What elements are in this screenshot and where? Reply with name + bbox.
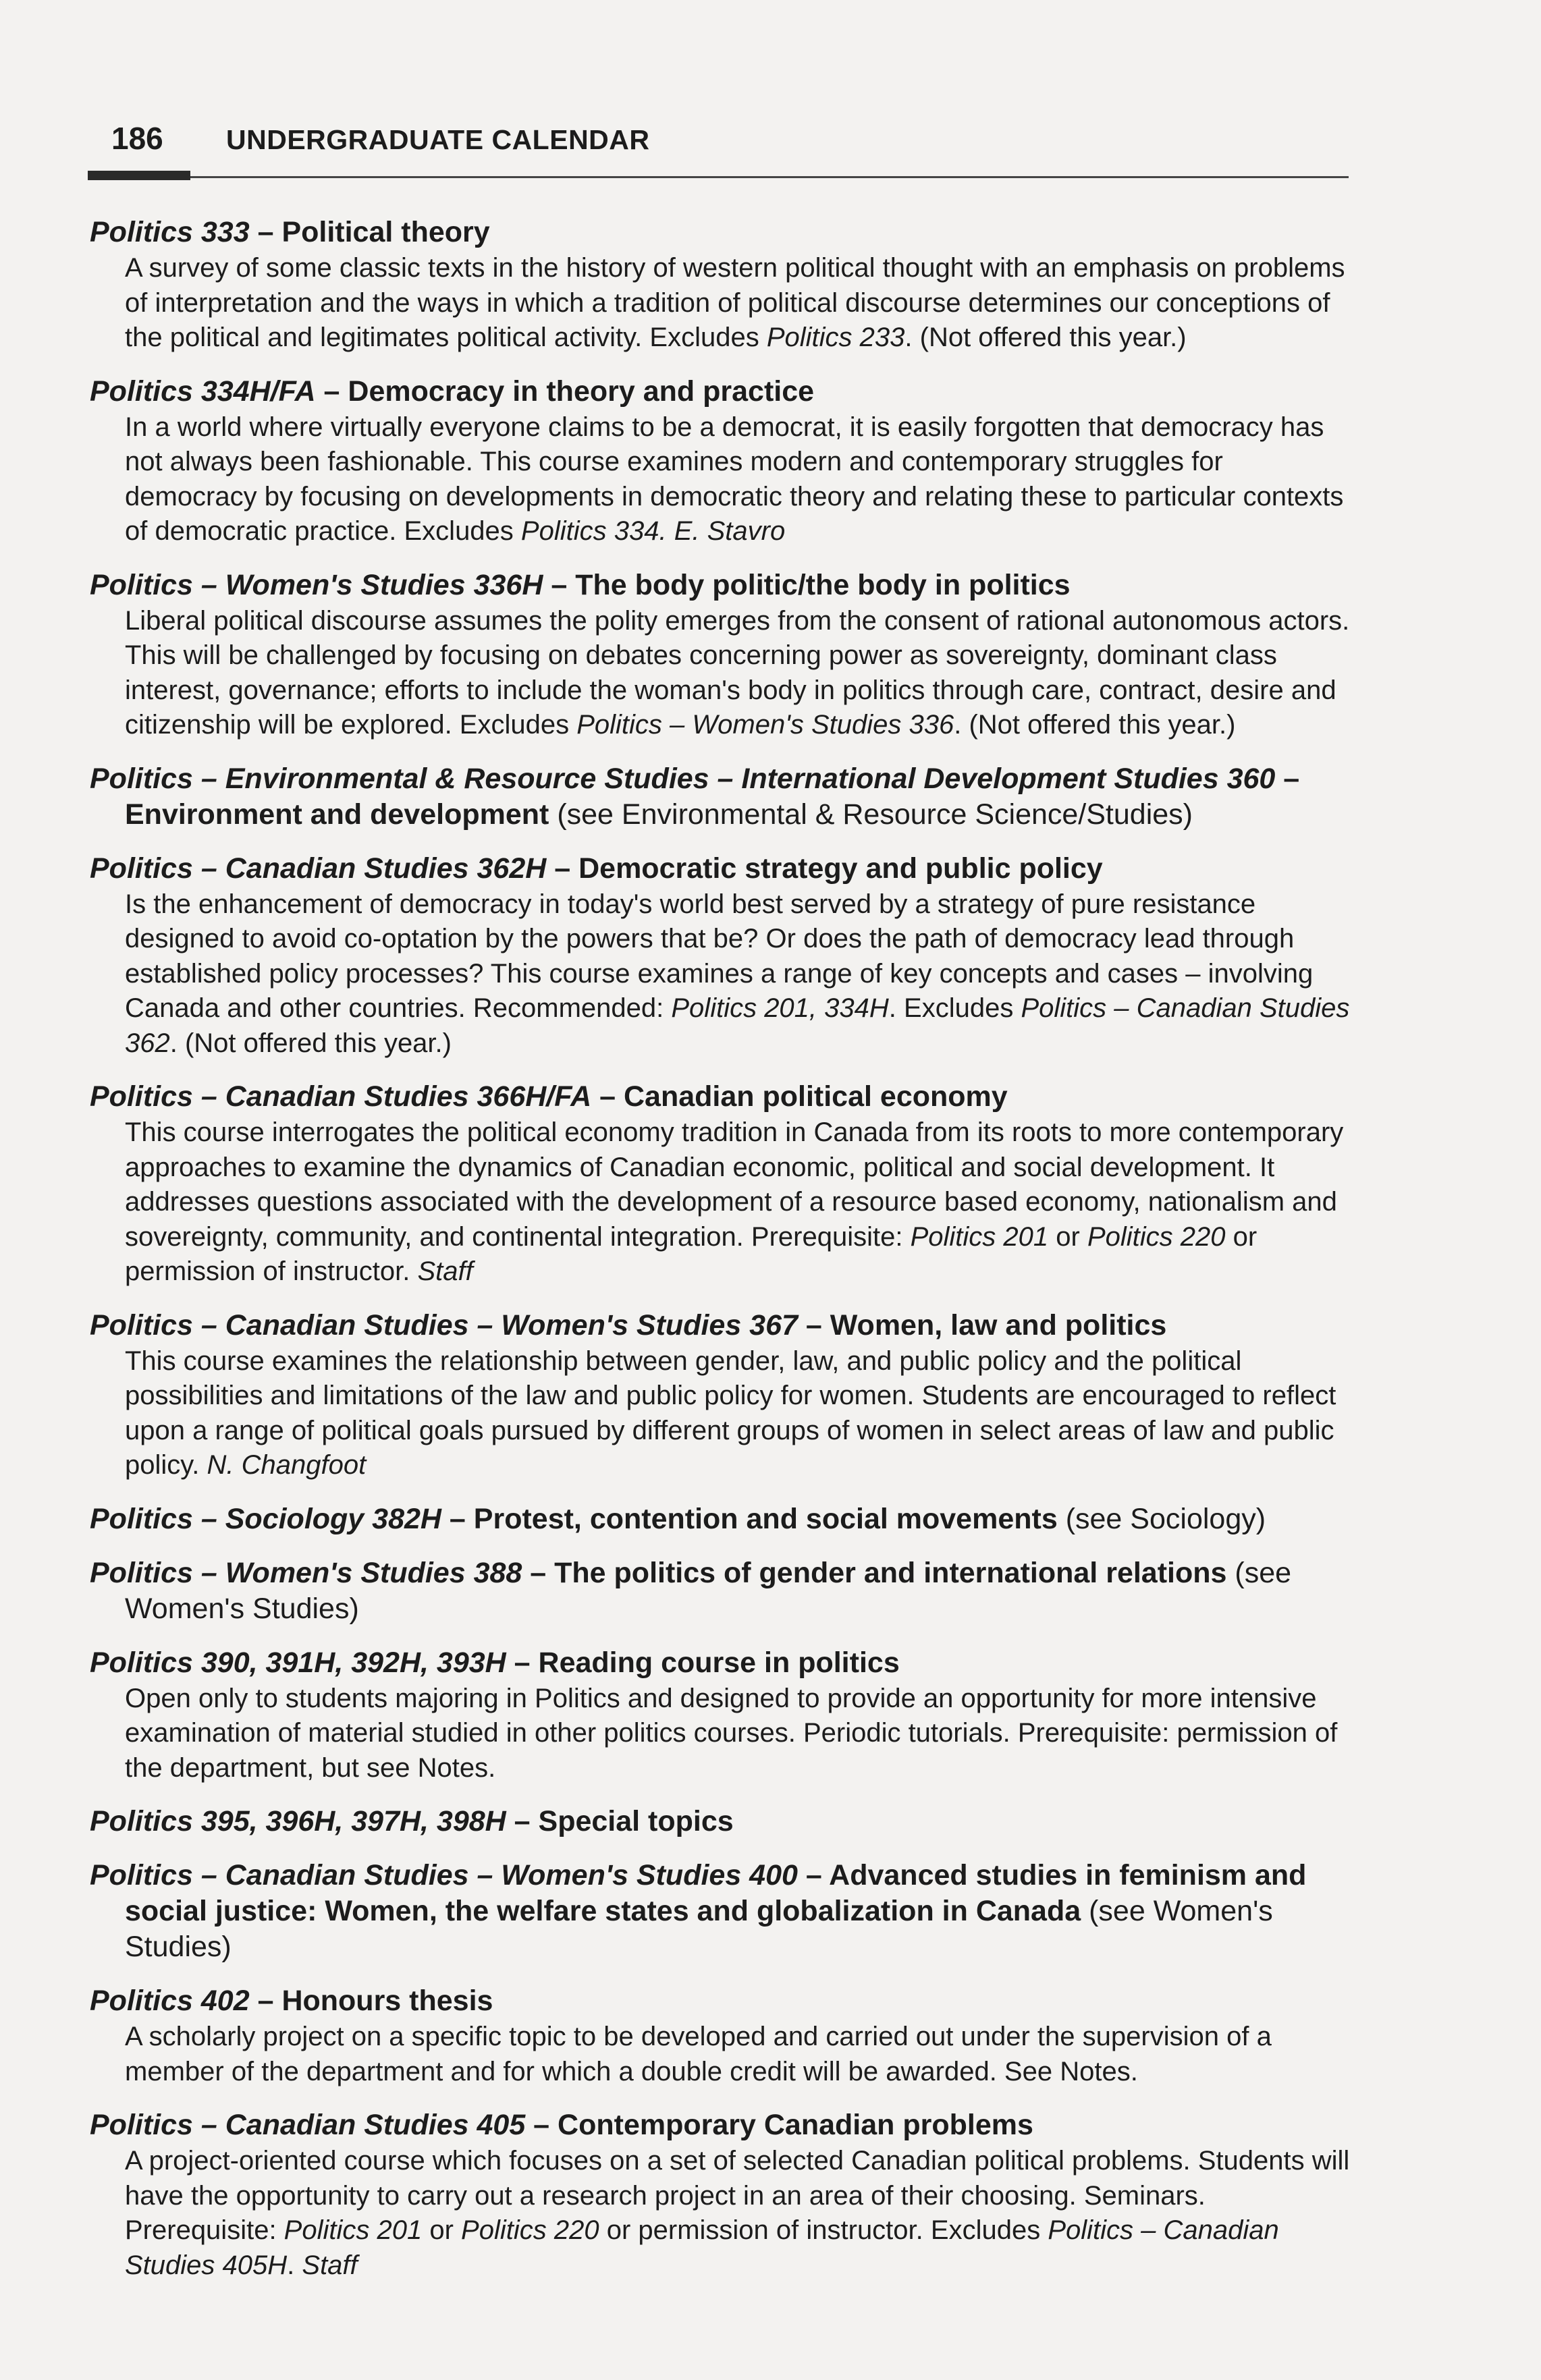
course-entry <box>90 374 1359 549</box>
description-text: . <box>287 2250 302 2280</box>
course-reference: Politics 220 <box>461 2215 599 2245</box>
course-reference: Politics 220 <box>1087 1221 1226 1252</box>
description-text: or permission of instructor. <box>125 1221 1258 1286</box>
course-heading: Politics 333 – Political theory <box>90 216 490 248</box>
course-entry <box>90 851 1359 1061</box>
course-code: Politics – Canadian Studies 405 <box>90 2109 526 2141</box>
course-code: Politics 402 <box>90 1985 250 2017</box>
description-text: A survey of some classic texts in the history of western political thought with an emphasis on problems of interpretation and the ways in which a tradition of political discourse determines our conceptions of the political and legitimates political activity. Excludes <box>125 253 1345 352</box>
course-description <box>90 604 1359 743</box>
course-reference: Politics 201 <box>910 1221 1049 1252</box>
course-heading: Politics – Canadian Studies 405 – Contemporary Canadian problems <box>90 2109 1033 2141</box>
course-entry <box>90 568 1359 743</box>
description-text: A scholarly project on a specific topic to be developed and carried out under the supervision of a member of the department and for which a double credit will be awarded. See Notes. <box>125 2022 1272 2086</box>
course-reference: Politics 334. E. Stavro <box>520 516 786 546</box>
course-entry <box>90 1079 1359 1290</box>
course-entry <box>90 1501 1359 1537</box>
page-header <box>111 120 650 157</box>
course-heading: Politics – Women's Studies 388 – The politics of gender and international relations (see Women's Studies) <box>90 1556 1292 1625</box>
course-entry <box>90 1983 1359 2089</box>
cross-reference-note: (see Environmental & Resource Science/Studies) <box>549 798 1193 831</box>
course-heading: Politics 334H/FA – Democracy in theory and practice <box>90 375 815 408</box>
description-text: A project-oriented course which focuses on a set of selected Canadian political problems. Students will have the opportunity to carry out a research project in an area of their choosing. Seminars. Prerequisite: <box>125 2146 1350 2245</box>
cross-reference-note: (see Sociology) <box>1057 1502 1266 1535</box>
course-description <box>90 887 1359 1061</box>
course-reference: Staff <box>417 1256 473 1286</box>
course-code: Politics – Canadian Studies – Women's Studies 367 <box>90 1308 798 1341</box>
course-title: Special topics <box>538 1805 734 1837</box>
course-title: Reading course in politics <box>538 1646 900 1679</box>
course-code: Politics – Environmental & Resource Studies – International Development Studies 360 <box>90 762 1276 795</box>
course-heading: Politics 390, 391H, 392H, 393H – Reading course in politics <box>90 1646 900 1679</box>
course-code: Politics 334H/FA <box>90 375 316 408</box>
course-code: Politics 390, 391H, 392H, 393H <box>90 1646 506 1679</box>
course-title: Contemporary Canadian problems <box>558 2109 1033 2141</box>
course-code: Politics 333 <box>90 216 250 248</box>
course-title: Democratic strategy and public policy <box>578 852 1103 885</box>
header-rule <box>88 176 1349 178</box>
course-reference: Politics 201, 334H <box>671 993 889 1023</box>
course-title: The body politic/the body in politics <box>575 568 1071 601</box>
description-text: . (Not offered this year.) <box>169 1028 452 1058</box>
course-list <box>90 215 1359 2301</box>
course-code: Politics 395, 396H, 397H, 398H <box>90 1805 506 1837</box>
course-title: Democracy in theory and practice <box>348 375 815 408</box>
course-entry <box>90 1308 1359 1483</box>
description-text: or <box>422 2215 462 2245</box>
course-title: Political theory <box>281 216 490 248</box>
cross-reference-note: (see Women's Studies) <box>125 1895 1273 1963</box>
page-number: 186 <box>111 121 163 156</box>
course-entry <box>90 1804 1359 1839</box>
course-heading: Politics – Women's Studies 336H – The body politic/the body in politics <box>90 568 1071 601</box>
course-reference: Politics – Canadian Studies 405H <box>125 2215 1279 2280</box>
description-text: . Excludes <box>888 993 1021 1023</box>
description-text: In a world where virtually everyone claims to be a democrat, it is easily forgotten that democracy has not always been fashionable. This course examines modern and contemporary struggles for democracy by focusing on developments in democratic theory and relating these to particular contexts of democratic practice. Excludes <box>125 412 1344 546</box>
course-reference: Politics – Canadian Studies 362 <box>125 993 1350 1058</box>
course-reference: Staff <box>302 2250 358 2280</box>
description-text: . (Not offered this year.) <box>954 710 1236 740</box>
course-heading: Politics – Canadian Studies – Women's Studies 400 – Advanced studies in feminism and social justice: Women, the welfare states and globalization in Canada (see Women's Studies) <box>90 1859 1307 1963</box>
course-heading: Politics – Canadian Studies – Women's Studies 367 – Women, law and politics <box>90 1308 1167 1341</box>
course-description <box>90 410 1359 549</box>
course-code: Politics – Canadian Studies – Women's Studies 400 <box>90 1859 798 1891</box>
course-title: Advanced studies in feminism and social justice: Women, the welfare states and globalization in Canada <box>125 1859 1307 1927</box>
course-code: Politics – Women's Studies 388 <box>90 1556 522 1589</box>
course-title: Women, law and politics <box>830 1308 1167 1341</box>
course-heading: Politics 402 – Honours thesis <box>90 1985 493 2017</box>
course-description <box>90 251 1359 356</box>
course-description <box>90 1682 1359 1786</box>
course-title: The politics of gender and international relations <box>554 1556 1227 1589</box>
description-text: or <box>1048 1221 1087 1252</box>
course-reference: Politics 201 <box>283 2215 423 2245</box>
course-description <box>90 2020 1359 2089</box>
header-rule-accent <box>88 171 190 180</box>
description-text: Open only to students majoring in Politics and designed to provide an opportunity for more intensive examination of material studied in other politics courses. Periodic tutorials. Prerequisite: permission of the department, but see Notes. <box>125 1683 1338 1783</box>
course-title: Protest, contention and social movements <box>473 1502 1058 1535</box>
course-entry <box>90 2107 1359 2283</box>
course-title: Honours thesis <box>281 1985 493 2017</box>
description-text: This course interrogates the political economy tradition in Canada from its roots to more contemporary approaches to examine the dynamics of Canadian economic, political and social development. It addresses questions associated with the development of a resource based economy, nationalism and sovereignty, community, and continental integration. Prerequisite: <box>125 1117 1344 1252</box>
description-text: This course examines the relationship between gender, law, and public policy and the political possibilities and limitations of the law and public policy for women. Students are encouraged to reflect upon a range of political goals pursued by different groups of women in select areas of law and public policy. <box>125 1346 1336 1480</box>
course-entry <box>90 215 1359 356</box>
course-entry <box>90 1555 1359 1627</box>
description-text: Liberal political discourse assumes the polity emerges from the consent of rational autonomous actors. This will be challenged by focusing on debates concerning power as sovereignty, dominant class interest, governance; efforts to include the woman's body in politics through care, contract, desire and citizenship will be explored. Excludes <box>125 605 1350 740</box>
course-code: Politics – Women's Studies 336H <box>90 568 543 601</box>
cross-reference-note: (see Women's Studies) <box>125 1556 1292 1625</box>
description-text: . (Not offered this year.) <box>904 323 1187 352</box>
course-reference: Politics 233 <box>766 323 905 352</box>
course-heading: Politics – Canadian Studies 362H – Democratic strategy and public policy <box>90 852 1103 885</box>
description-text: Is the enhancement of democracy in today's world best served by a strategy of pure resistance designed to avoid co-optation by the powers that be? Or does the path of democracy lead through established policy processes? This course examines a range of key concepts and cases – involving Canada and other countries. Recommended: <box>125 889 1314 1023</box>
course-entry <box>90 1858 1359 1965</box>
course-title: Canadian political economy <box>624 1080 1008 1113</box>
course-title: Environment and development <box>125 798 549 831</box>
course-reference: Politics – Women's Studies 336 <box>576 710 954 740</box>
course-heading: Politics – Canadian Studies 366H/FA – Canadian political economy <box>90 1080 1008 1113</box>
running-title: UNDERGRADUATE CALENDAR <box>226 124 650 155</box>
course-heading: Politics – Environmental & Resource Studies – International Development Studies 360 – Environment and development (see Environmental & Resource Science/Studies) <box>90 762 1300 831</box>
description-text: or permission of instructor. Excludes <box>599 2215 1048 2245</box>
course-description <box>90 1115 1359 1290</box>
course-code: Politics – Canadian Studies 366H/FA <box>90 1080 592 1113</box>
course-code: Politics – Sociology 382H <box>90 1502 441 1535</box>
course-description <box>90 2144 1359 2283</box>
course-description <box>90 1344 1359 1483</box>
course-heading: Politics – Sociology 382H – Protest, contention and social movements (see Sociology) <box>90 1502 1266 1535</box>
course-entry <box>90 761 1359 833</box>
course-entry <box>90 1645 1359 1786</box>
course-code: Politics – Canadian Studies 362H <box>90 852 547 885</box>
course-heading: Politics 395, 396H, 397H, 398H – Special topics <box>90 1805 734 1837</box>
course-reference: N. Changfoot <box>207 1450 367 1480</box>
